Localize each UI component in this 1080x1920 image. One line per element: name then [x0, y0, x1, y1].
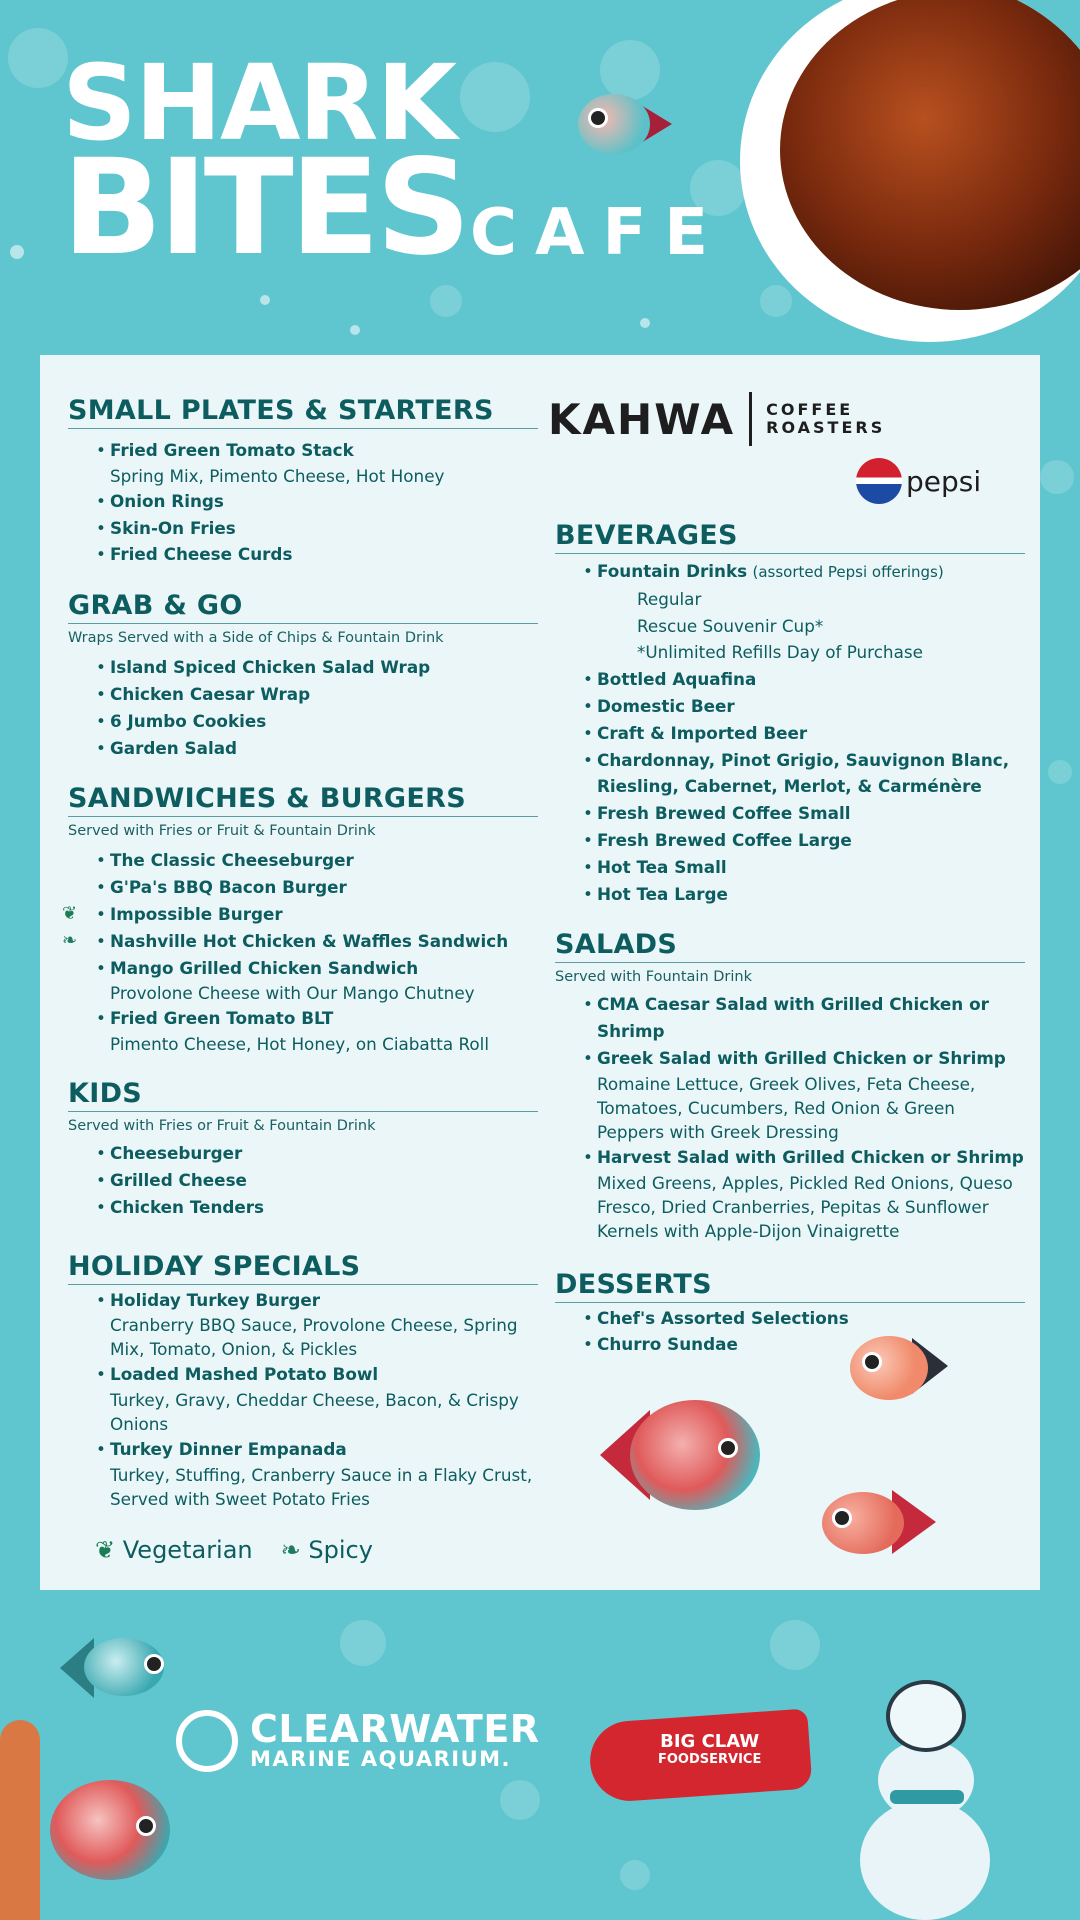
- fountain-option: Regular: [637, 588, 702, 609]
- item-name: Fresh Brewed Coffee Small: [597, 803, 851, 824]
- legend-spicy-label: Spicy: [308, 1536, 373, 1564]
- title-shark: SHARK: [62, 42, 456, 164]
- pepsi-wordmark: pepsi: [906, 464, 982, 498]
- menu-item: [96, 1005, 538, 1056]
- menu-item: [96, 681, 538, 708]
- item-name: Grilled Cheese: [110, 1169, 247, 1190]
- bubble: [460, 62, 530, 132]
- menu-item: [583, 693, 1025, 720]
- menu-item: [96, 488, 538, 515]
- item-name: Mango Grilled Chicken Sandwich: [110, 957, 419, 978]
- section-beverages: [555, 520, 1025, 907]
- fountain-option: Rescue Souvenir Cup*: [637, 615, 824, 636]
- section-heading: DESSERTS: [555, 1269, 1025, 1303]
- legend-vegetarian: [95, 1536, 253, 1564]
- menu-item: [96, 708, 538, 735]
- big-claw-foodservice-logo: [590, 1710, 810, 1802]
- item-name: Churro Sundae: [597, 1334, 738, 1355]
- section-subtitle: Wraps Served with a Side of Chips & Fountain Drink: [68, 630, 444, 647]
- menu-item: [583, 1305, 1025, 1332]
- item-name: CMA Caesar Salad with Grilled Chicken or Shrimp: [597, 994, 989, 1042]
- snowman-diver-illustration: [830, 1680, 1010, 1920]
- section-heading: SANDWICHES & BURGERS: [68, 783, 538, 817]
- item-detail: Mixed Greens, Apples, Pickled Red Onions, Queso Fresco, Dried Cranberries, Pepitas & Sunflower Kernels with Apple-Dijon Vinaigrette: [597, 1172, 1013, 1241]
- bubble: [620, 1860, 650, 1890]
- section-heading: KIDS: [68, 1078, 538, 1112]
- cma-line1: CLEARWATER: [250, 1707, 540, 1751]
- item-name: Hot Tea Small: [597, 856, 727, 877]
- item-detail: Pimento Cheese, Hot Honey, on Ciabatta Roll: [110, 1034, 489, 1055]
- vegetarian-icon: ❦: [95, 1536, 116, 1564]
- menu-item: [583, 558, 1025, 586]
- item-name: Nashville Hot Chicken & Waffles Sandwich: [110, 930, 509, 951]
- item-name: Bottled Aquafina: [597, 669, 757, 690]
- fountain-options: [555, 586, 1025, 666]
- menu-item: [96, 515, 538, 542]
- menu-item: [583, 1331, 1025, 1358]
- menu-item: [96, 1167, 538, 1194]
- item-name: Holiday Turkey Burger: [110, 1289, 321, 1310]
- title-cafe: CAFE: [470, 196, 726, 270]
- item-name: Onion Rings: [110, 490, 224, 511]
- item-detail: Provolone Cheese with Our Mango Chutney: [110, 983, 475, 1004]
- menu-item: [96, 847, 538, 874]
- menu-item: [96, 1194, 538, 1221]
- spicy-pepper-icon: • ❧: [62, 929, 78, 951]
- item-detail: Romaine Lettuce, Greek Olives, Feta Cheese, Tomatoes, Cucumbers, Red Onion & Green Peppers with Greek Dressing: [597, 1073, 976, 1142]
- item-name: Hot Tea Large: [597, 883, 728, 904]
- item-name: Fried Cheese Curds: [110, 544, 293, 565]
- section-subtitle: Served with Fries or Fruit & Fountain Drink: [68, 1118, 376, 1135]
- right-column: [555, 520, 1025, 1380]
- item-name: Fresh Brewed Coffee Large: [597, 829, 852, 850]
- item-name: 6 Jumbo Cookies: [110, 710, 267, 731]
- spicy-pepper-icon: ❧: [280, 1536, 301, 1564]
- vegetarian-icon: • ❦: [62, 902, 78, 924]
- section-small-plates: [68, 395, 538, 568]
- item-name: Loaded Mashed Potato Bowl: [110, 1364, 379, 1385]
- bubble: [1040, 460, 1074, 494]
- menu-item: [96, 437, 538, 488]
- item-name: Domestic Beer: [597, 695, 735, 716]
- cma-logo-icon: [176, 1710, 238, 1772]
- left-column: [62, 395, 538, 1533]
- menu-item: [62, 901, 538, 928]
- item-name: Harvest Salad with Grilled Chicken or Shrimp: [597, 1146, 1024, 1167]
- kahwa-sub1: COFFEE: [766, 400, 854, 419]
- section-subtitle: Served with Fries or Fruit & Fountain Drink: [68, 823, 376, 840]
- item-name: Garden Salad: [110, 737, 238, 758]
- section-heading: SMALL PLATES & STARTERS: [68, 395, 538, 429]
- menu-item: [583, 1045, 1025, 1144]
- pepsi-logo: [856, 458, 981, 504]
- menu-item: [583, 991, 1025, 1045]
- bubble: [340, 1620, 386, 1666]
- bubble: [430, 285, 462, 317]
- menu-item: [583, 800, 1025, 827]
- bigclaw-line2: FOODSERVICE: [658, 1752, 762, 1767]
- menu-item: [583, 827, 1025, 854]
- menu-item: [96, 654, 538, 681]
- coral-decoration: [0, 1720, 40, 1920]
- menu-item: [62, 928, 538, 955]
- section-grab-go: [68, 590, 538, 761]
- menu-item: [96, 1140, 538, 1167]
- section-salads: [555, 929, 1025, 1242]
- item-detail: Spring Mix, Pimento Cheese, Hot Honey: [110, 465, 445, 486]
- item-name: Skin-On Fries: [110, 517, 236, 538]
- menu-item: [583, 1144, 1025, 1243]
- menu-item: [96, 874, 538, 901]
- section-heading: GRAB & GO: [68, 590, 538, 624]
- menu-item: [583, 720, 1025, 747]
- bubble: [500, 1780, 540, 1820]
- menu-item: [96, 1436, 538, 1511]
- clearwater-marine-aquarium-logo: [176, 1707, 540, 1772]
- section-heading: SALADS: [555, 929, 1025, 963]
- item-name: Greek Salad with Grilled Chicken or Shrimp: [597, 1047, 1006, 1068]
- bubble: [350, 325, 360, 335]
- bubble: [8, 28, 68, 88]
- item-detail: Turkey, Gravy, Cheddar Cheese, Bacon, & Crispy Onions: [110, 1390, 519, 1435]
- section-holiday: [68, 1251, 538, 1511]
- menu-item: [583, 666, 1025, 693]
- item-name: Fried Green Tomato BLT: [110, 1008, 334, 1029]
- menu-item: [96, 1361, 538, 1436]
- menu-item: [583, 747, 1025, 801]
- legend-spicy: [281, 1536, 373, 1564]
- legend: [95, 1536, 373, 1564]
- item-name: Fried Green Tomato Stack: [110, 440, 354, 460]
- fish-illustration: [40, 1770, 180, 1890]
- bigclaw-line1: BIG CLAW: [660, 1731, 760, 1752]
- item-name: Turkey Dinner Empanada: [110, 1439, 347, 1460]
- menu-item: [583, 854, 1025, 881]
- section-heading: HOLIDAY SPECIALS: [68, 1251, 538, 1285]
- fish-illustration: [600, 1380, 770, 1530]
- bubble: [10, 245, 24, 259]
- item-name: The Classic Cheeseburger: [110, 850, 354, 871]
- fish-illustration: [60, 1628, 170, 1708]
- kahwa-logo: [548, 392, 885, 446]
- item-note: (assorted Pepsi offerings): [752, 563, 944, 581]
- menu-item: [96, 735, 538, 762]
- item-name: Fountain Drinks: [597, 561, 748, 581]
- cma-line2: MARINE AQUARIUM.: [250, 1747, 512, 1771]
- item-name: Craft & Imported Beer: [597, 722, 808, 743]
- fountain-option: *Unlimited Refills Day of Purchase: [637, 642, 923, 663]
- item-name: Chicken Tenders: [110, 1196, 265, 1217]
- legend-vegetarian-label: Vegetarian: [122, 1536, 253, 1564]
- item-name: Chef's Assorted Selections: [597, 1307, 849, 1328]
- fish-illustration: [822, 1480, 938, 1566]
- section-kids: [68, 1078, 538, 1220]
- menu-item: [96, 541, 538, 568]
- title-bites: BITES: [62, 131, 468, 285]
- fish-illustration: [578, 88, 673, 158]
- bubble: [770, 1620, 820, 1670]
- pepsi-globe-icon: [856, 458, 902, 504]
- section-sandwiches: [62, 783, 538, 1056]
- item-name: Island Spiced Chicken Salad Wrap: [110, 657, 431, 678]
- item-name: Impossible Burger: [110, 903, 283, 924]
- bubble: [1048, 760, 1072, 784]
- bubble: [640, 318, 650, 328]
- item-name: G'Pa's BBQ Bacon Burger: [110, 877, 347, 898]
- bubble: [260, 295, 270, 305]
- menu-item: [583, 881, 1025, 908]
- menu-item: [96, 955, 538, 1006]
- item-detail: Turkey, Stuffing, Cranberry Sauce in a Flaky Crust, Served with Sweet Potato Fries: [110, 1464, 533, 1509]
- item-name: Chicken Caesar Wrap: [110, 683, 311, 704]
- item-name: Chardonnay, Pinot Grigio, Sauvignon Blanc, Riesling, Cabernet, Merlot, & Carménère: [597, 749, 1010, 797]
- section-heading: BEVERAGES: [555, 520, 1025, 554]
- kahwa-sub2: ROASTERS: [766, 418, 886, 437]
- item-name: Cheeseburger: [110, 1143, 243, 1164]
- kahwa-wordmark: KAHWA: [548, 394, 736, 444]
- fish-illustration: [850, 1328, 950, 1408]
- item-detail: Cranberry BBQ Sauce, Provolone Cheese, Spring Mix, Tomato, Onion, & Pickles: [110, 1315, 518, 1360]
- bubble: [760, 285, 792, 317]
- section-subtitle: Served with Fountain Drink: [555, 969, 752, 986]
- menu-item: [96, 1287, 538, 1362]
- section-desserts: [555, 1269, 1025, 1359]
- soda-glass-image: [740, 0, 1080, 342]
